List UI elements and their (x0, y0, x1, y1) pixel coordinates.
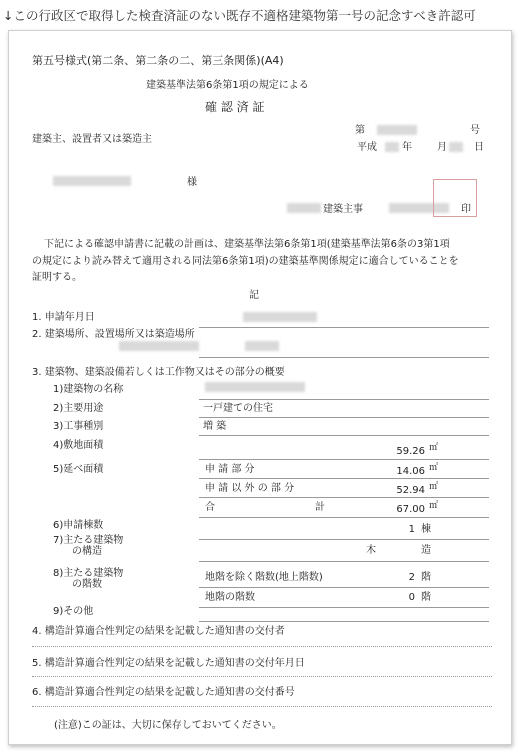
rule (199, 561, 489, 562)
rule (199, 478, 489, 479)
redacted-addressee (53, 176, 131, 186)
rule (199, 435, 489, 436)
building-count-unit: 棟 (421, 524, 431, 535)
rule (32, 706, 492, 707)
unit-m2: ㎡ (429, 501, 439, 511)
structure-value-a: 木 (366, 545, 376, 556)
rule (199, 621, 489, 622)
sub-2-label: 2)主要用途 (53, 403, 104, 414)
legal-basis: 建築基準法第6条第1項の規定による (146, 80, 309, 91)
item-2-label: 2. 建築場所、設置場所又は築造場所 (32, 329, 195, 340)
sub-7-label-b: の構造 (72, 546, 102, 557)
basement-floors-label: 地階の階数 (205, 592, 255, 603)
structure-value-b: 造 (421, 545, 431, 556)
cert-number-suffix: 号 (470, 125, 480, 136)
rule (32, 676, 492, 677)
rule (199, 587, 489, 588)
note-text: (注意)この証は、大切に保存しておいてください。 (54, 720, 282, 731)
cert-number-prefix: 第 (355, 125, 365, 136)
sub-8-label-a: 8)主たる建築物 (53, 568, 124, 579)
document-title: 確 認 済 証 (205, 100, 265, 114)
ki-heading: 記 (249, 290, 259, 301)
item-3-label: 3. 建築物、建築設備若しくは工作物又はその部分の概要 (32, 367, 285, 378)
floor-area-total-label-b: 計 (315, 502, 325, 513)
floor-unit: 階 (421, 572, 431, 583)
unit-m2: ㎡ (429, 463, 439, 473)
sub-7-label-a: 7)主たる建築物 (53, 535, 124, 546)
work-type-value: 増 築 (203, 421, 227, 432)
honorific: 様 (187, 177, 197, 188)
sub-1-label: 1)建築物の名称 (53, 384, 124, 395)
date-day-label: 日 (474, 142, 484, 153)
floor-area-other-value: 52.94 (396, 485, 425, 496)
redacted-day (449, 142, 463, 152)
sub-4-label: 4)敷地面積 (53, 440, 104, 451)
rule (199, 399, 489, 400)
rule (32, 646, 492, 647)
official-title: 建築主事 (323, 204, 363, 215)
unit-m2: ㎡ (429, 482, 439, 492)
rule (199, 497, 489, 498)
sub-8-label-b: の階数 (72, 579, 102, 590)
page-caption: ↓この行政区で取得した検査済証のない既存不適格建築物第一号の記念すべき許認可 (3, 8, 476, 23)
floor-area-total-label-a: 合 (205, 502, 215, 513)
redacted-site-address-1 (119, 341, 199, 351)
floor-area-applied-label: 申 請 部 分 (205, 464, 255, 475)
sub-6-label: 6)申請棟数 (53, 520, 104, 531)
item-6-label: 6. 構造計算適合性判定の結果を記載した通知書の交付番号 (32, 687, 295, 698)
redacted-year (385, 142, 399, 152)
site-area-value: 59.26 (396, 446, 425, 457)
body-text-line-1: 下記による確認申請書に記載の計画は、建築基準法第6条第1項(建築基準法第6条の3第1項 (44, 239, 450, 250)
rule (199, 607, 489, 608)
redacted-cert-number (377, 125, 417, 135)
date-month-label: 月 (437, 142, 447, 153)
floor-area-total-value: 67.00 (396, 504, 425, 515)
redacted-site-address-2 (245, 341, 279, 351)
floors-above-ground-label: 地階を除く階数(地上階数) (205, 572, 323, 583)
date-year-label: 年 (402, 142, 412, 153)
certificate-document (8, 30, 512, 745)
redacted-authority (287, 203, 321, 213)
rule (199, 539, 489, 540)
rule (199, 327, 489, 328)
main-use-value: 一戸建ての住宅 (203, 403, 273, 414)
rule (199, 417, 489, 418)
redacted-building-name (205, 382, 305, 392)
floor-area-applied-value: 14.06 (396, 466, 425, 477)
item-5-label: 5. 構造計算適合性判定の結果を記載した通知書の交付年月日 (32, 658, 305, 669)
sub-3-label: 3)工事種別 (53, 421, 104, 432)
seal-mark: 印 (461, 204, 471, 215)
unit-m2: ㎡ (429, 443, 439, 453)
form-style-number: 第五号様式(第二条、第二条の二、第三条関係)(A4) (32, 54, 284, 67)
addressee-label: 建築主、設置者又は築造主 (32, 134, 152, 145)
rule (199, 517, 489, 518)
sub-5-label: 5)延べ面積 (53, 464, 104, 475)
redacted-application-date (243, 312, 317, 322)
basement-floors-value: 0 (408, 592, 415, 603)
item-4-label: 4. 構造計算適合性判定の結果を記載した通知書の交付者 (32, 626, 285, 637)
rule (199, 459, 489, 460)
date-era: 平成 (357, 142, 377, 153)
building-count-value: 1 (408, 524, 415, 535)
floor-unit: 階 (421, 592, 431, 603)
floors-above-ground-value: 2 (408, 572, 415, 583)
body-text-line-2: の規定により読み替えて適用される同法第6条第1項)の建築基準関係規定に適合していることを (32, 256, 459, 267)
item-1-label: 1. 申請年月日 (32, 312, 95, 323)
sub-9-label: 9)その他 (53, 606, 94, 617)
floor-area-other-label: 申 請 以 外 の 部 分 (205, 483, 295, 494)
rule (199, 357, 489, 358)
body-text-line-3: 証明する。 (32, 272, 82, 283)
